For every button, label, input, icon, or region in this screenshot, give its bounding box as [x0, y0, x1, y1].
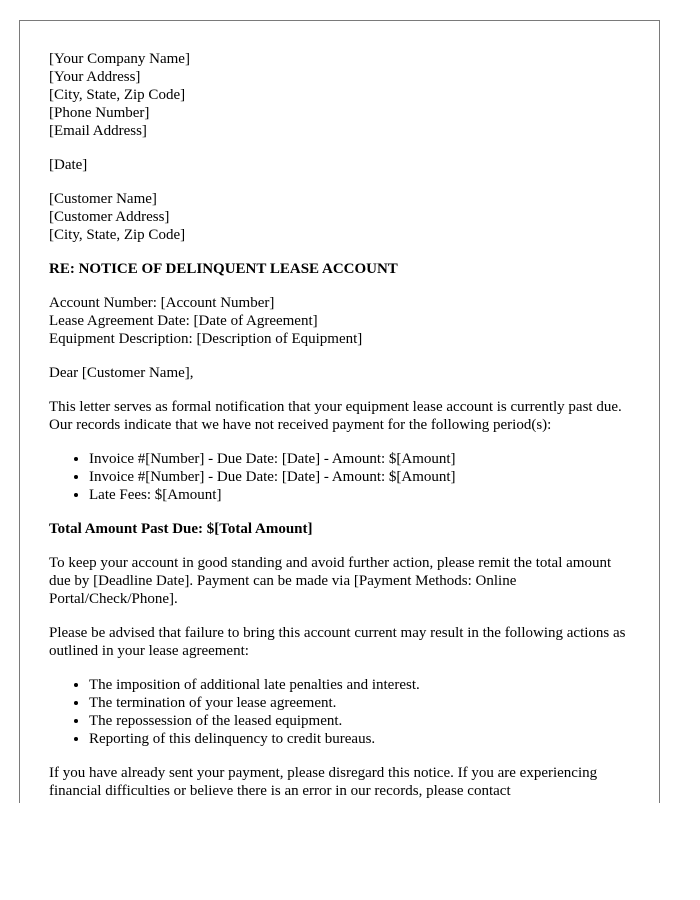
letter-date: [Date]	[49, 157, 88, 173]
letter-page	[19, 20, 660, 803]
subject-line: RE: NOTICE OF DELINQUENT LEASE ACCOUNT	[49, 261, 398, 277]
salutation: Dear [Customer Name],	[49, 365, 194, 381]
salutation-block	[49, 364, 634, 382]
account-details	[49, 294, 634, 348]
list-item: • Invoice #[Number] - Due Date: [Date] - Amount: $[Amount]	[89, 450, 634, 468]
recipient-name: [Customer Name]	[49, 191, 157, 207]
recipient-block	[49, 190, 634, 244]
sender-block	[49, 50, 634, 140]
sender-city-state-zip: [City, State, Zip Code]	[49, 87, 186, 103]
list-item: • The termination of your lease agreement.	[89, 694, 634, 712]
account-number: Account Number: [Account Number]	[49, 295, 275, 311]
past-due-list	[49, 450, 634, 504]
consequences-paragraph: Please be advised that failure to bring this account current may result in the following actions as outlined in your lease agreement:	[49, 625, 626, 659]
list-item: • Reporting of this delinquency to credit bureaus.	[89, 730, 634, 748]
list-item: • Invoice #[Number] - Due Date: [Date] - Amount: $[Amount]	[89, 468, 634, 486]
letter-content	[49, 50, 634, 800]
list-item: • The repossession of the leased equipment.	[89, 712, 634, 730]
consequences-list	[49, 676, 634, 748]
sender-company: [Your Company Name]	[49, 51, 190, 67]
closing-paragraph: If you have already sent your payment, please disregard this notice. If you are experiencing financial difficulties or believe there is an error in our records, please contact	[49, 765, 598, 799]
intro-paragraph: This letter serves as formal notification that your equipment lease account is currently past due. Our records indicate that we have not received payment for the following period(s):	[49, 399, 622, 433]
agreement-date: Lease Agreement Date: [Date of Agreement]	[49, 313, 318, 329]
total-past-due-block	[49, 520, 634, 538]
sender-address: [Your Address]	[49, 69, 141, 85]
total-past-due: Total Amount Past Due: $[Total Amount]	[49, 521, 313, 537]
equipment-description: Equipment Description: [Description of Equipment]	[49, 331, 363, 347]
recipient-address: [Customer Address]	[49, 209, 170, 225]
recipient-city-state-zip: [City, State, Zip Code]	[49, 227, 186, 243]
payment-paragraph: To keep your account in good standing and avoid further action, please remit the total amount due by [Deadline Date]. Payment can be made via [Payment Methods: Online Portal/Check/Phone].	[49, 555, 612, 607]
sender-phone: [Phone Number]	[49, 105, 150, 121]
list-item: • The imposition of additional late penalties and interest.	[89, 676, 634, 694]
list-item: • Late Fees: $[Amount]	[89, 486, 634, 504]
sender-email: [Email Address]	[49, 123, 147, 139]
subject-block	[49, 260, 634, 278]
date-block	[49, 156, 634, 174]
